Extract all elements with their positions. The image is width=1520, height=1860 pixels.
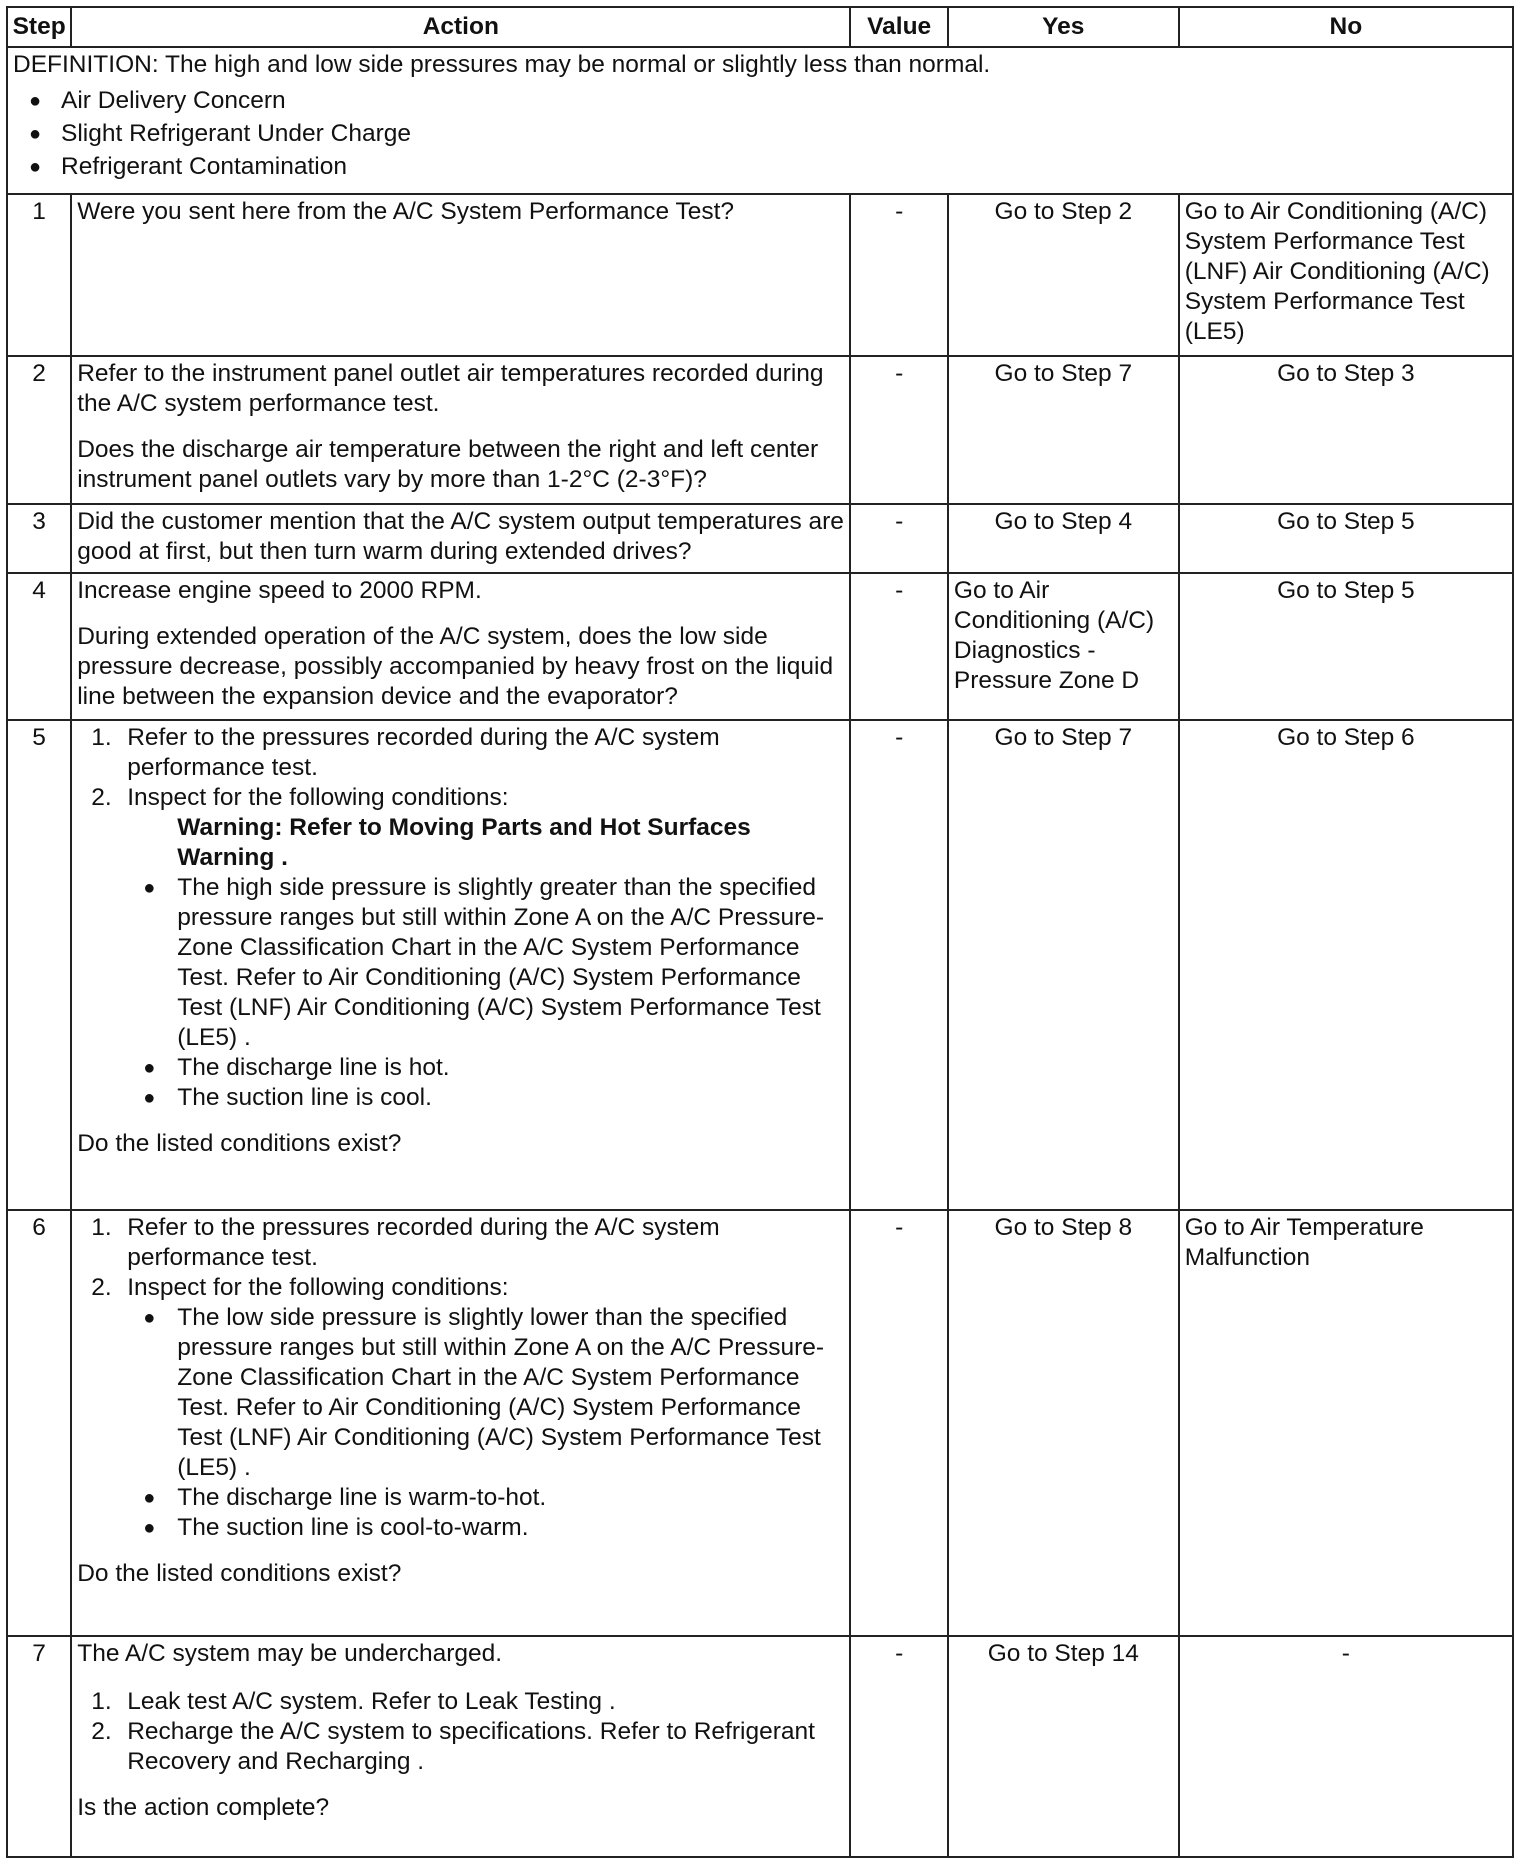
conditions-list [127,1303,844,1543]
list-item-text: Inspect for the following conditions: [127,1273,509,1301]
list-number: 1. [91,1213,112,1241]
table-row-step-2 [7,356,1513,504]
list-item [77,723,844,783]
conditions-list [127,873,844,1113]
header-row [7,7,1513,47]
step-value: - [850,504,948,573]
table-row-step-6 [7,1210,1513,1637]
numbered-list [77,1213,844,1543]
step-number: 1 [7,194,71,356]
condition-item: ● The suction line is cool-to-warm. [127,1513,844,1543]
step-no[interactable]: Go to Step 6 [1179,720,1513,1209]
step-action-intro: Increase engine speed to 2000 RPM. [77,576,482,604]
condition-item: ● The low side pressure is slightly lower than the specified pressure ranges but still within Zone A on the A/C Pressure-Zone Classification Chart in the A/C System Performance Test. Refer to Air Conditioning (A/C) System Performance Test (LNF) Air Conditioning (A/C) System Performance Test (LE5) . [127,1303,844,1483]
header-yes: Yes [948,7,1179,47]
list-number: 2. [91,784,112,812]
header-action: Action [71,7,850,47]
step-no[interactable]: Go to Step 3 [1179,356,1513,504]
list-number: 2. [91,1718,112,1746]
table-row-step-5 [7,720,1513,1209]
table-row-step-4 [7,573,1513,721]
list-item [77,1687,844,1717]
step-no[interactable]: Go to Air Temperature Malfunction [1179,1210,1513,1637]
warning-text[interactable]: Warning: Refer to Moving Parts and Hot Surfaces Warning . [177,814,751,872]
step-action: Were you sent here from the A/C System Performance Test? [71,194,850,356]
step-number: 7 [7,1636,71,1857]
table-row-step-3 [7,504,1513,573]
definition-list [13,86,1507,182]
step-action-question: Do the listed conditions exist? [77,1130,402,1158]
step-value: - [850,1636,948,1857]
numbered-list [77,723,844,1113]
definition-item: ● Air Delivery Concern [29,86,1507,116]
step-no[interactable]: Go to Air Conditioning (A/C) System Performance Test (LNF) Air Conditioning (A/C) System Performance Test (LE5) [1179,194,1513,356]
list-number: 1. [91,1688,112,1716]
step-action-intro: The A/C system may be undercharged. [77,1640,503,1668]
step-value: - [850,720,948,1209]
header-value: Value [850,7,948,47]
step-yes[interactable]: Go to Step 8 [948,1210,1179,1637]
list-item [77,1273,844,1543]
definition-item: ● Refrigerant Contamination [29,152,1507,182]
step-no: - [1179,1636,1513,1857]
step-number: 6 [7,1210,71,1637]
list-number: 1. [91,724,112,752]
step-action [71,1636,850,1857]
definition-row [7,47,1513,194]
step-number: 5 [7,720,71,1209]
list-item [77,1717,844,1777]
definition-text: DEFINITION: The high and low side pressures may be normal or slightly less than normal. [13,51,991,78]
list-item-text: Inspect for the following conditions: [127,784,509,812]
condition-item: ● The suction line is cool. [127,1083,844,1113]
list-item-text[interactable]: Recharge the A/C system to specifications. Refer to Refrigerant Recovery and Recharging . [127,1718,815,1776]
step-yes[interactable]: Go to Step 7 [948,356,1179,504]
step-action-question: Is the action complete? [77,1794,330,1822]
step-number: 3 [7,504,71,573]
step-action-question: During extended operation of the A/C system, does the low side pressure decrease, possibly accompanied by heavy frost on the liquid line between the expansion device and the evaporator? [77,622,834,710]
step-no[interactable]: Go to Step 5 [1179,504,1513,573]
condition-item: ● The discharge line is warm-to-hot. [127,1483,844,1513]
step-yes[interactable]: Go to Step 7 [948,720,1179,1209]
step-value: - [850,194,948,356]
step-action [71,573,850,721]
step-action [71,356,850,504]
table-row-step-7 [7,1636,1513,1857]
step-value: - [850,1210,948,1637]
header-no: No [1179,7,1513,47]
list-item-text: Refer to the pressures recorded during the A/C system performance test. [127,724,720,782]
condition-item: ● The discharge line is hot. [127,1053,844,1083]
numbered-list [77,1687,844,1777]
step-value: - [850,573,948,721]
step-action-question: Do the listed conditions exist? [77,1559,402,1587]
diagnostic-table [6,6,1514,1858]
step-yes[interactable]: Go to Step 4 [948,504,1179,573]
definition-item: ● Slight Refrigerant Under Charge [29,119,1507,149]
step-yes[interactable]: Go to Air Conditioning (A/C) Diagnostics - Pressure Zone D [948,573,1179,721]
list-number: 2. [91,1273,112,1301]
step-value: - [850,356,948,504]
step-number: 2 [7,356,71,504]
step-yes[interactable]: Go to Step 2 [948,194,1179,356]
step-action [71,1210,850,1637]
step-yes[interactable]: Go to Step 14 [948,1636,1179,1857]
step-action [71,720,850,1209]
step-number: 4 [7,573,71,721]
list-item [77,1213,844,1273]
list-item [77,783,844,1113]
step-action-question: Does the discharge air temperature between the right and left center instrument panel outlets vary by more than 1-2°C (2-3°F)? [77,436,819,494]
step-action: Did the customer mention that the A/C system output temperatures are good at first, but then turn warm during extended drives? [71,504,850,573]
definition-cell [7,47,1513,194]
list-item-text[interactable]: Leak test A/C system. Refer to Leak Testing . [127,1688,616,1716]
table-row-step-1 [7,194,1513,356]
list-item-text: Refer to the pressures recorded during the A/C system performance test. [127,1213,720,1271]
condition-item: ● The high side pressure is slightly greater than the specified pressure ranges but still within Zone A on the A/C Pressure-Zone Classification Chart in the A/C System Performance Test. Refer to Air Conditioning (A/C) System Performance Test (LNF) Air Conditioning (A/C) System Performance Test (LE5) . [127,873,844,1053]
step-action-intro: Refer to the instrument panel outlet air temperatures recorded during the A/C system performance test. [77,360,824,418]
step-no[interactable]: Go to Step 5 [1179,573,1513,721]
header-step: Step [7,7,71,47]
